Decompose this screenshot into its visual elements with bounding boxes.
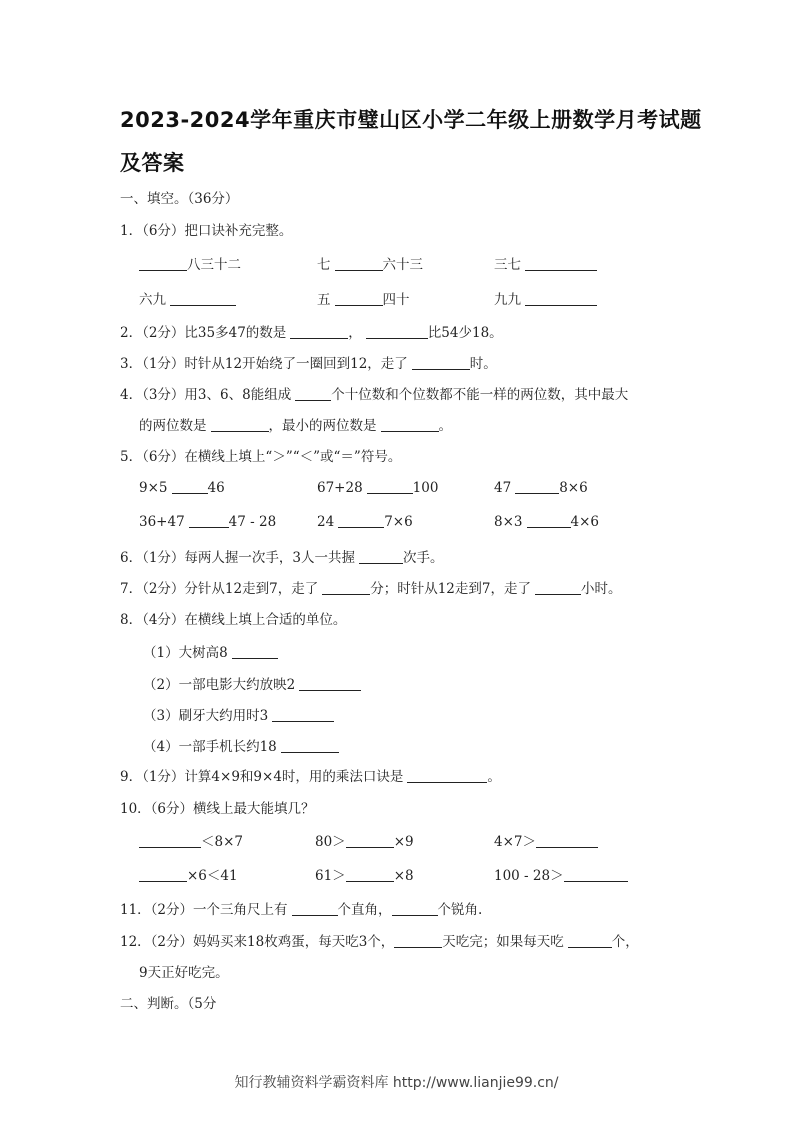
answer-blank[interactable] [290, 325, 348, 339]
answer-blank[interactable] [335, 292, 383, 306]
answer-blank[interactable] [394, 934, 442, 948]
answer-blank[interactable] [346, 834, 394, 848]
answer-blank[interactable] [527, 514, 571, 528]
q10-item-3: 4×7＞ [494, 830, 598, 850]
answer-blank[interactable] [189, 514, 229, 528]
answer-blank[interactable] [338, 514, 384, 528]
question-11: 11．（2分）一个三角尺上有 个直角， 个锐角. [120, 902, 483, 918]
q5-item-6: 8×3 4×6 [494, 514, 599, 530]
answer-blank[interactable] [412, 356, 470, 370]
answer-blank[interactable] [525, 257, 597, 271]
q10-item-5: 61＞ ×8 [315, 868, 414, 884]
answer-blank[interactable] [568, 934, 612, 948]
section-heading-fill-in: 一、填空。（36分） [120, 191, 239, 207]
answer-blank[interactable] [170, 292, 236, 306]
q5-item-4: 36+47 47 - 28 [139, 514, 277, 530]
answer-blank[interactable] [172, 480, 208, 494]
answer-blank[interactable] [139, 868, 187, 882]
answer-blank[interactable] [359, 550, 403, 564]
answer-blank[interactable] [281, 739, 339, 753]
answer-blank[interactable] [272, 708, 334, 722]
document-title-line2: 及答案 [120, 151, 185, 175]
question-5: 5．（6分）在横线上填上“＞”“＜”或“＝”符号。 [120, 449, 402, 465]
q8-item-2: （2）一部电影大约放映2 [143, 673, 361, 693]
q5-item-1: 9×5 46 [139, 480, 225, 496]
footer-watermark: 知行教辅资料学霸资料库 http://www.lianjie99.cn/ [234, 1075, 559, 1091]
question-10: 10．（6分）横线上最大能填几？ [120, 801, 315, 817]
answer-blank[interactable] [564, 868, 628, 882]
answer-blank[interactable] [407, 769, 487, 783]
q8-item-1: （1）大树高8 [143, 641, 278, 661]
answer-blank[interactable] [535, 581, 581, 595]
answer-blank[interactable] [392, 902, 438, 916]
q5-item-3: 47 8×6 [494, 480, 588, 496]
q5-item-2: 67+28 100 [317, 480, 439, 496]
q1-item-6: 九九 [494, 288, 597, 308]
question-8: 8．（4分）在横线上填上合适的单位。 [120, 612, 347, 628]
question-7: 7．（2分）分针从12走到7，走了 分；时针从12走到7，走了 小时。 [120, 581, 622, 597]
q10-item-6: 100 - 28＞ [494, 864, 628, 884]
question-12: 12．（2分）妈妈买来18枚鸡蛋，每天吃3个， 天吃完；如果每天吃 个， [120, 934, 639, 950]
question-2: 2．（2分）比35多47的数是 ， 比54少18。 [120, 325, 503, 341]
q8-item-4: （4）一部手机长约18 [143, 735, 339, 755]
answer-blank[interactable] [295, 387, 331, 401]
question-12-cont: 9天正好吃完。 [139, 965, 229, 981]
question-4: 4．（3分）用3、6、8能组成 个十位数和个位数都不能一样的两位数，其中最大 [120, 387, 629, 403]
q8-item-3: （3）刷牙大约用时3 [143, 704, 334, 724]
answer-blank[interactable] [232, 645, 278, 659]
q1-item-3: 三七 [494, 253, 597, 273]
answer-blank[interactable] [211, 418, 269, 432]
section-heading-judgment: 二、判断。（5分 [120, 996, 217, 1012]
document-title-line1: 2023-2024学年重庆市璧山区小学二年级上册数学月考试题 [120, 108, 702, 132]
answer-blank[interactable] [381, 418, 439, 432]
question-9: 9．（1分）计算4×9和9×4时，用的乘法口诀是 。 [120, 769, 501, 785]
answer-blank[interactable] [366, 325, 428, 339]
answer-blank[interactable] [139, 257, 187, 271]
question-6: 6．（1分）每两人握一次手，3人一共握 次手。 [120, 550, 444, 566]
answer-blank[interactable] [292, 902, 338, 916]
q1-item-4: 六九 [139, 288, 236, 308]
question-1: 1．（6分）把口诀补充完整。 [120, 223, 293, 239]
answer-blank[interactable] [335, 257, 383, 271]
q5-item-5: 24 7×6 [317, 514, 413, 530]
q10-item-2: 80＞ ×9 [315, 834, 414, 850]
q1-item-1: 八三十二 [139, 253, 241, 273]
answer-blank[interactable] [525, 292, 597, 306]
q10-item-1: ＜8×7 [139, 830, 243, 850]
answer-blank[interactable] [367, 480, 413, 494]
answer-blank[interactable] [536, 834, 598, 848]
question-4-cont: 的两位数是 ，最小的两位数是 。 [139, 418, 452, 434]
q10-item-4: ×6＜41 [139, 864, 238, 884]
q1-item-5: 五 四十 [317, 292, 410, 308]
answer-blank[interactable] [515, 480, 559, 494]
answer-blank[interactable] [139, 834, 201, 848]
question-3: 3．（1分）时针从12开始绕了一圈回到12，走了 时。 [120, 356, 497, 372]
q1-item-2: 七 六十三 [317, 257, 423, 273]
answer-blank[interactable] [346, 868, 394, 882]
answer-blank[interactable] [299, 677, 361, 691]
answer-blank[interactable] [322, 581, 370, 595]
